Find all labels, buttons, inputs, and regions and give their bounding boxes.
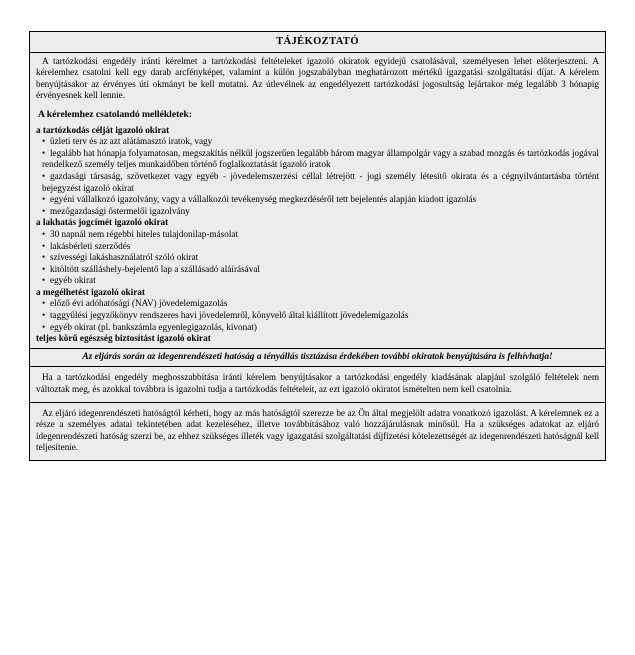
- attachment-item-text: 30 napnál nem régebbi hiteles tulajdonilap-másolat: [50, 228, 239, 239]
- notice-text: Az eljárás során az idegenrendészeti hatóság a tényállás tisztázása érdekében további okiratok benyújtására is felhívhatja!: [30, 348, 605, 367]
- attachment-list-item: [42, 229, 599, 241]
- attachment-item-text: mezőgazdasági őstermelői igazolvány: [50, 205, 190, 216]
- bullet-icon: •: [42, 240, 46, 251]
- attachment-item-text: kitöltött szálláshely-bejelentő lap a szállásadó aláírásával: [50, 263, 260, 274]
- attachment-item-text: lakásbérleti szerződés: [50, 240, 131, 251]
- attachment-group-heading: a lakhatás jogcímét igazoló okirat: [36, 217, 169, 228]
- attachment-list-item: [42, 298, 599, 310]
- attachment-groups: [36, 125, 599, 345]
- bullet-icon: •: [42, 170, 46, 181]
- bullet-icon: •: [42, 310, 46, 321]
- bullet-icon: •: [42, 252, 46, 263]
- attachment-list-item: [42, 136, 599, 148]
- attachment-item-text: szívességi lakáshasználatról szóló okirat: [50, 252, 199, 263]
- authority-paragraph: Az eljáró idegenrendészeti hatóságtól kérheti, hogy az más hatóságtól szerezze be az Ön által megjelölt adatra vonatkozó igazolást. A kérelemnek ez a része a személyes adatai tekintetében adat kezeléséhez, illetve továbbításához való hozzájárulásnak minősül. Ha a szükséges adatokat az eljáró idegenrendészeti hatóság szerzi be, az ehhez szükséges illeték vagy igazgatási szolgáltatási díjfizetési kötelezettségét az idegenrendészeti hatóságnál kell teljesítenie.: [36, 407, 599, 453]
- bullet-icon: •: [42, 136, 46, 147]
- bullet-icon: •: [42, 298, 46, 309]
- attachment-list-item: [42, 194, 599, 206]
- attachment-list-item: [42, 171, 599, 194]
- bullet-icon: •: [42, 194, 46, 205]
- main-section: [30, 52, 605, 348]
- attachment-group-heading: a megélhetést igazoló okirat: [36, 286, 145, 297]
- bullet-icon: •: [42, 228, 46, 239]
- attachment-list-item: [42, 310, 599, 322]
- info-sheet: [29, 31, 606, 461]
- attachment-item-text: taggyűlési jegyzőkönyv rendszeres havi jövedelemről, könyvelő által kiállított jövedelemigazolás: [50, 310, 409, 321]
- bullet-icon: •: [42, 147, 46, 158]
- authority-section: [30, 402, 605, 460]
- attachment-list-item: [42, 252, 599, 264]
- attachment-list-item: [42, 148, 599, 171]
- attachment-group-heading: teljes körű egészség biztosítást igazoló okirat: [36, 333, 211, 344]
- attachment-list-item: [42, 206, 599, 218]
- attachment-list-item: [42, 275, 599, 287]
- attachment-item-text: legalább hat hónapja folyamatosan, megszakítás nélkül jogszerűen legalább három magyar állampolgár vagy a szabad mozgás és tartózkodás jogával rendelkező személy teljes munkaidőben történő foglalkoztatását igazoló iratok: [42, 147, 599, 170]
- attachment-item-text: egyéni vállalkozó igazolvány, vagy a vállalkozói tevékenység megkezdéséről tett bejelentés alapján kiadott igazolás: [50, 194, 477, 205]
- extension-section: [30, 366, 605, 401]
- document-title: TÁJÉKOZTATÓ: [276, 36, 359, 47]
- attachment-list-item: [42, 264, 599, 276]
- attachments-heading: A kérelemhez csatolandó mellékletek:: [38, 108, 193, 120]
- attachment-item-text: üzleti terv és az azt alátámasztó iratok, vagy: [50, 136, 213, 147]
- extension-paragraph: Ha a tartózkodási engedély meghosszabbítása iránti kérelem benyújtásakor a tartózkodási engedély kiadásának alapjául szolgáló feltételek nem változtak meg, és azokkal továbbra is igazolni tudja a tartózkodás feltételeit, az ezt igazoló okiratot ismételten nem kell csatolnia.: [36, 372, 599, 395]
- attachment-item-text: előző évi adóhatósági (NAV) jövedelemigazolás: [50, 298, 228, 309]
- intro-paragraph: A tartózkodási engedély iránti kérelmet a tartózkodási feltételeket igazoló okiratok egyidejű csatolásával, személyesen lehet előterjeszteni. A kérelemhez csatolni kell egy darab arcfényképet, valamint a külön jogszabályban meghatározott mértékű igazgatási szolgáltatási díjat. A kérelem benyújtásakor az érvényes úti okmányt be kell mutatni. Az útlevélnek az engedélyezett tartózkodási jogosultság lejártakor még legalább 3 hónapig érvényesnek kell lennie.: [36, 55, 599, 101]
- attachment-group-heading: a tartózkodás célját igazoló okirat: [36, 124, 170, 135]
- bullet-icon: •: [42, 205, 46, 216]
- attachment-item-text: egyéb okirat: [50, 275, 96, 286]
- bullet-icon: •: [42, 321, 46, 332]
- bullet-icon: •: [42, 263, 46, 274]
- attachment-item-text: egyéb okirat (pl. bankszámla egyenlegigazolás, kivonat): [50, 321, 257, 332]
- attachment-list-item: [42, 241, 599, 253]
- bullet-icon: •: [42, 275, 46, 286]
- attachment-list-item: [42, 322, 599, 334]
- attachment-item-text: gazdasági társaság, szövetkezet vagy egyéb - jövedelemszerzési céllal létrejött - jogi személy létesítő okirata és a cégnyilvántartásba történt bejegyzést igazoló okirat: [42, 170, 599, 193]
